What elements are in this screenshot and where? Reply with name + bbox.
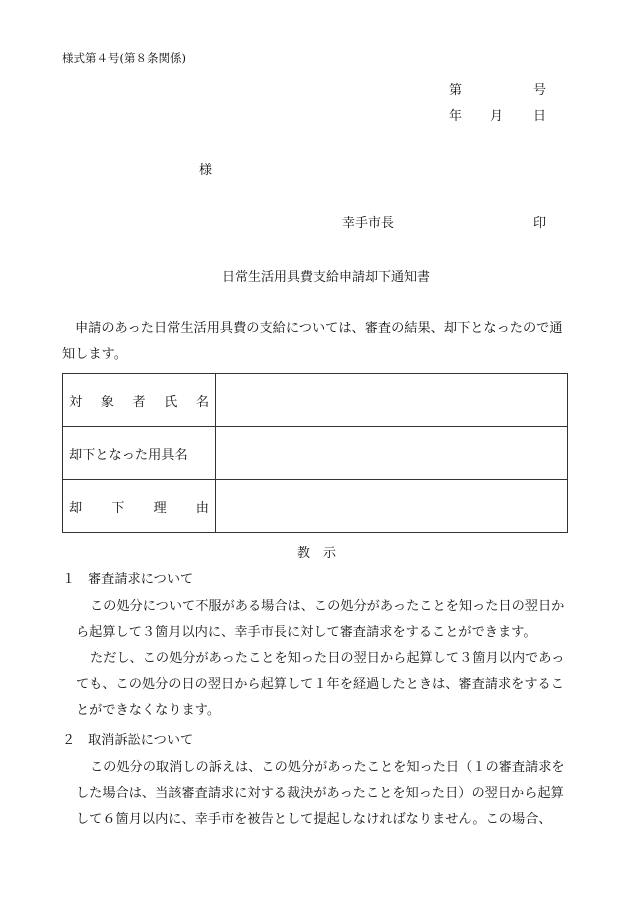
section-1-paragraph-2: ただし、この処分があったことを知った日の翌日から起算して３箇月以内であっても、この処分の日の翌日から起算して１年を経過したときは、審査請求をすることができなくなります。: [76, 651, 565, 718]
section-1-paragraph-1: この処分について不服がある場合は、この処分があったことを知った日の翌日から起算して３箇月以内に、幸手市長に対して審査請求をすることができます。: [76, 599, 565, 640]
date-day: 日: [533, 109, 547, 124]
form-number: 様式第４号(第８条関係): [62, 51, 186, 65]
section-number: ２: [62, 733, 76, 748]
doc-number-prefix: 第: [449, 83, 463, 98]
section-title: 取消訴訟について: [88, 733, 194, 748]
row-label-text: 却 下 理 由: [69, 500, 209, 516]
seal-mark: 印: [533, 216, 547, 231]
section-1-heading: [62, 573, 193, 586]
section-2-heading: [62, 734, 193, 747]
row-value[interactable]: [216, 427, 568, 480]
date-month: 月: [490, 109, 504, 124]
row-label-text: 対 象 者 氏 名: [69, 394, 209, 410]
intro-paragraph: 申請のあった日常生活用具費の支給については、審査の結果、却下となったので通知します。: [62, 321, 563, 362]
doc-number-suffix: 号: [533, 83, 547, 98]
info-table: [62, 373, 568, 533]
date-year: 年: [449, 109, 463, 124]
table-row: [63, 480, 568, 533]
row-label-text: 却下となった用具名: [69, 447, 188, 463]
issuer-name: 幸手市長: [342, 216, 395, 231]
section-2-paragraph-1: この処分の取消しの訴えは、この処分があったことを知った日（１の審査請求をした場合は、当該審査請求に対する裁決があったことを知った日）の翌日から起算して６箇月以内に、幸手市を被告として提起しなければなりません。この場合、: [76, 760, 565, 827]
document-title: 日常生活用具費支給申請却下通知書: [222, 270, 431, 285]
row-label: [63, 427, 216, 480]
section-number: １: [62, 572, 76, 587]
section-title: 審査請求について: [88, 572, 194, 587]
addressee-suffix: 様: [199, 163, 213, 178]
table-row: [63, 374, 568, 427]
table-row: [63, 427, 568, 480]
row-label: [63, 480, 216, 533]
instruction-heading: 教 示: [297, 546, 337, 561]
row-label: [63, 374, 216, 427]
row-value[interactable]: [216, 480, 568, 533]
row-value[interactable]: [216, 374, 568, 427]
